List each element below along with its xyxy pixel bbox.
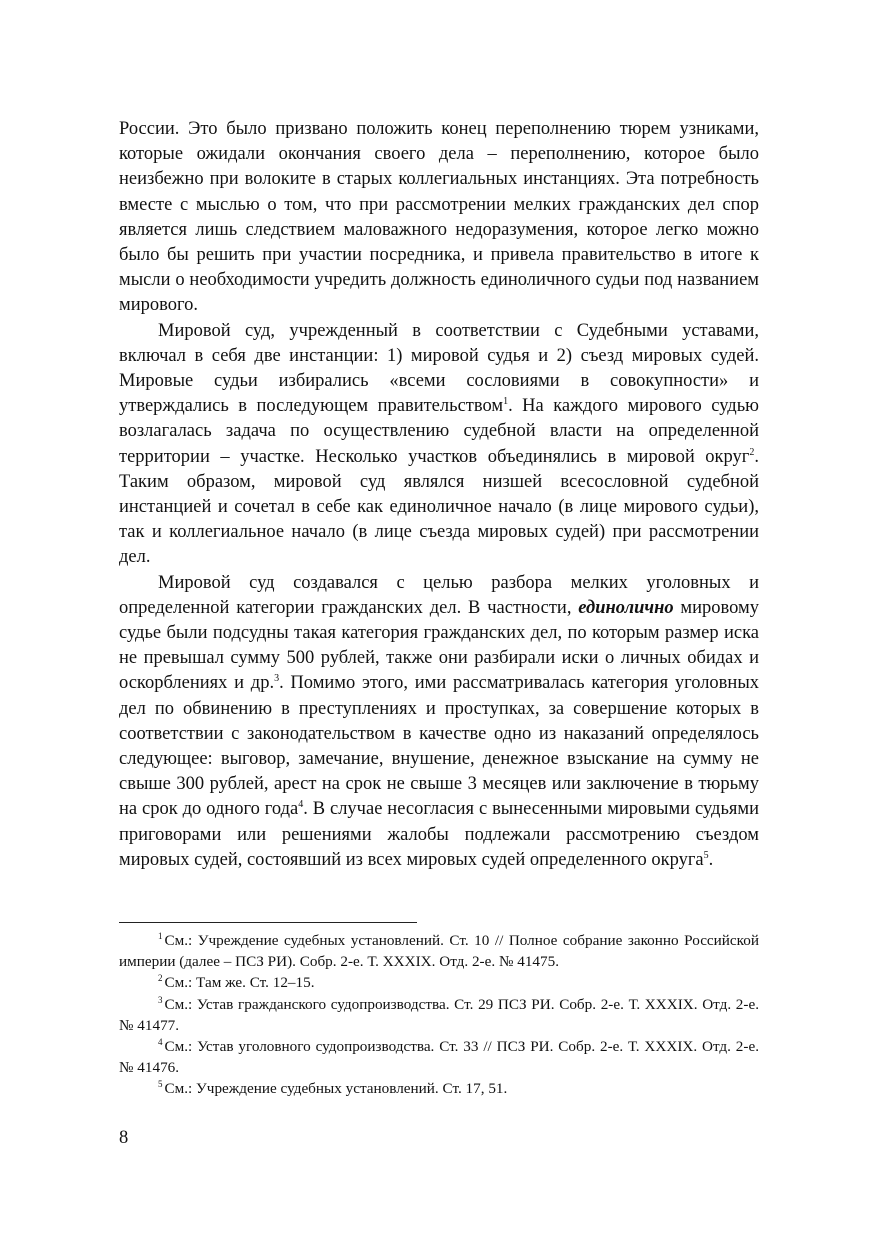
- footnote-3: $^3$ См.: Устав гражданского судопроизводства. Ст. 29 ПСЗ РИ. Собр. 2-е. Т. XXXIX. Отд. 2-е. № 41477.: [119, 994, 759, 1034]
- footnote-2: $^2$ См.: Там же. Ст. 12–15.: [158, 973, 315, 992]
- footnote-separator: [119, 922, 417, 923]
- footnote-ref-1[interactable]: 1: [503, 396, 509, 408]
- paragraph-3: Мировой суд создавался с целью разбора мелких уголовных и определенной категории гражданских дел. В частности, единолично мировому судье были подсудны такая категория гражданских дел, по которым размер иска не превышал сумму 500 рублей, также они разбирали иски о личных обидах и оскорблениях и др.$^3$. Помимо этого, ими рассматривалась категория уголовных дел по обвинению в преступлениях и проступках, за совершение которых в соответствии с законодательством в качестве одно из наказаний определялось следующее: выговор, замечание, внушение, денежное взыскание на сумму не свыше 300 рублей, арест на срок не свыше 3 месяцев или заключение в тюрьму на срок до одного года$^4$. В случае несогласия с вынесенными мировыми судьями приговорами или решениями жалобы подлежали рассмотрению съездом мировых судей, состоявший из всех мировых судей определенного округа$^5$.: [119, 572, 759, 870]
- page-number: 8: [119, 1128, 129, 1148]
- footnote-ref-3[interactable]: 3: [274, 673, 280, 685]
- paragraph-2: Мировой суд, учрежденный в соответствии с Судебными уставами, включал в себя две инстанции: 1) мировой судья и 2) съезд мировых судей. Мировые судьи избирались «всеми сословиями в совокупности» и утверждались в последующем правительством$^1$. На каждого мирового судью возлагалась задача по осуществлению судебной власти на определенной территории – участке. Несколько участков объединялись в мировой округ$^2$. Таким образом, мировой суд являлся низшей всесословной судебной инстанцией и сочетал в себе как единоличное начало (в лице мирового судьи), так и коллегиальное начало (в лице съезда мировых судей) при рассмотрении дел.: [119, 320, 759, 568]
- paragraph-1: России. Это было призвано положить конец переполнению тюрем узниками, которые ожидали окончания своего дела – переполнению, которое было неизбежно при волоките в старых коллегиальных инстанциях. Эта потребность вместе с мыслью о том, что при рассмотрении мелких гражданских дел спор является лишь следствием маловажного недоразумения, которое легко можно было бы решить при участии посредника, и привела правительство в итоге к мысли о необходимости учредить должность единоличного судьи под названием мирового.: [119, 119, 759, 316]
- footnote-ref-2[interactable]: 2: [749, 446, 755, 458]
- footnote-4: $^4$ См.: Устав уголовного судопроизводства. Ст. 33 // ПСЗ РИ. Собр. 2-е. Т. XXXIX. Отд. 2-е. № 41476.: [119, 1037, 759, 1077]
- footnotes: [119, 930, 759, 1100]
- footnote-ref-5[interactable]: 5: [703, 849, 709, 861]
- footnote-5: $^5$ См.: Учреждение судебных установлений. Ст. 17, 51.: [158, 1079, 508, 1098]
- emphasis-text: единолично: [578, 597, 674, 618]
- main-text: [119, 117, 759, 873]
- footnote-1: $^1$ См.: Учреждение судебных установлений. Ст. 10 // Полное собрание законно Российской империи (далее – ПСЗ РИ). Собр. 2-е. Т. XXXIX. Отд. 2-е. № 41475.: [119, 931, 759, 971]
- footnote-ref-4[interactable]: 4: [298, 799, 304, 811]
